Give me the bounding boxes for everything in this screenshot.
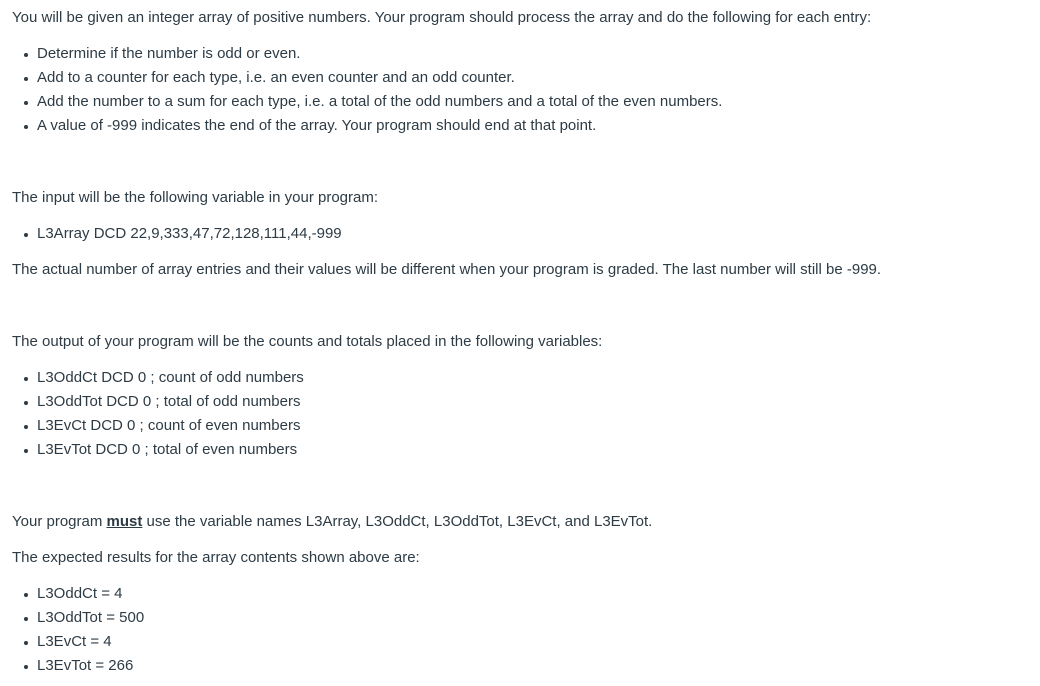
output-item-text: L3OddTot DCD 0 ; total of odd numbers (37, 393, 301, 410)
output-heading: The output of your program will be the counts and totals placed in the following variables: (12, 333, 603, 350)
output-item-text: L3EvTot DCD 0 ; total of even numbers (37, 441, 298, 458)
output-item-text: L3EvCt DCD 0 ; count of even numbers (37, 417, 301, 434)
requirement-after: use the variable names L3Array, L3OddCt, L3OddTot, L3EvCt, and L3EvTot. (142, 513, 653, 530)
output-item-text: L3OddCt DCD 0 ; count of odd numbers (37, 369, 304, 386)
step-item (22, 116, 596, 136)
input-item (22, 224, 342, 244)
input-item-text: L3Array DCD 22,9,333,47,72,128,111,44,-999 (37, 225, 342, 242)
output-item (22, 368, 304, 388)
expected-item (22, 584, 122, 604)
bullet-icon (24, 665, 28, 669)
expected-item-text: L3EvTot = 266 (37, 657, 134, 674)
bullet-icon (24, 125, 28, 129)
bullet-icon (24, 401, 28, 405)
bullet-icon (24, 593, 28, 597)
bullet-icon (24, 233, 28, 237)
bullet-icon (24, 101, 28, 105)
bullet-icon (24, 53, 28, 57)
output-item (22, 416, 300, 436)
bullet-icon (24, 449, 28, 453)
bullet-icon (24, 617, 28, 621)
intro-paragraph: You will be given an integer array of positive numbers. Your program should process the array and do the following for each entry: (12, 9, 872, 26)
expected-item (22, 608, 144, 628)
step-item-text: Add the number to a sum for each type, i.e. a total of the odd numbers and a total of the even numbers. (37, 93, 723, 110)
expected-heading: The expected results for the array contents shown above are: (12, 549, 420, 566)
input-heading: The input will be the following variable in your program: (12, 189, 379, 206)
expected-item-text: L3OddTot = 500 (37, 609, 145, 626)
bullet-icon (24, 77, 28, 81)
step-item-text: Add to a counter for each type, i.e. an even counter and an odd counter. (37, 69, 515, 86)
requirement-emphasis: must (106, 513, 143, 530)
expected-item (22, 632, 112, 652)
step-item (22, 92, 722, 112)
bullet-icon (24, 425, 28, 429)
step-item-text: A value of -999 indicates the end of the array. Your program should end at that point. (37, 117, 597, 134)
expected-item-text: L3EvCt = 4 (37, 633, 112, 650)
step-item (22, 44, 300, 64)
expected-item (22, 656, 133, 676)
bullet-icon (24, 377, 28, 381)
requirement-before: Your program (12, 513, 107, 530)
requirement-paragraph (12, 512, 652, 532)
step-item (22, 68, 515, 88)
bullet-icon (24, 641, 28, 645)
input-note: The actual number of array entries and their values will be different when your program is graded. The last number will still be -999. (12, 261, 882, 278)
expected-item-text: L3OddCt = 4 (37, 585, 123, 602)
step-item-text: Determine if the number is odd or even. (37, 45, 301, 62)
output-item (22, 392, 300, 412)
output-item (22, 440, 297, 460)
